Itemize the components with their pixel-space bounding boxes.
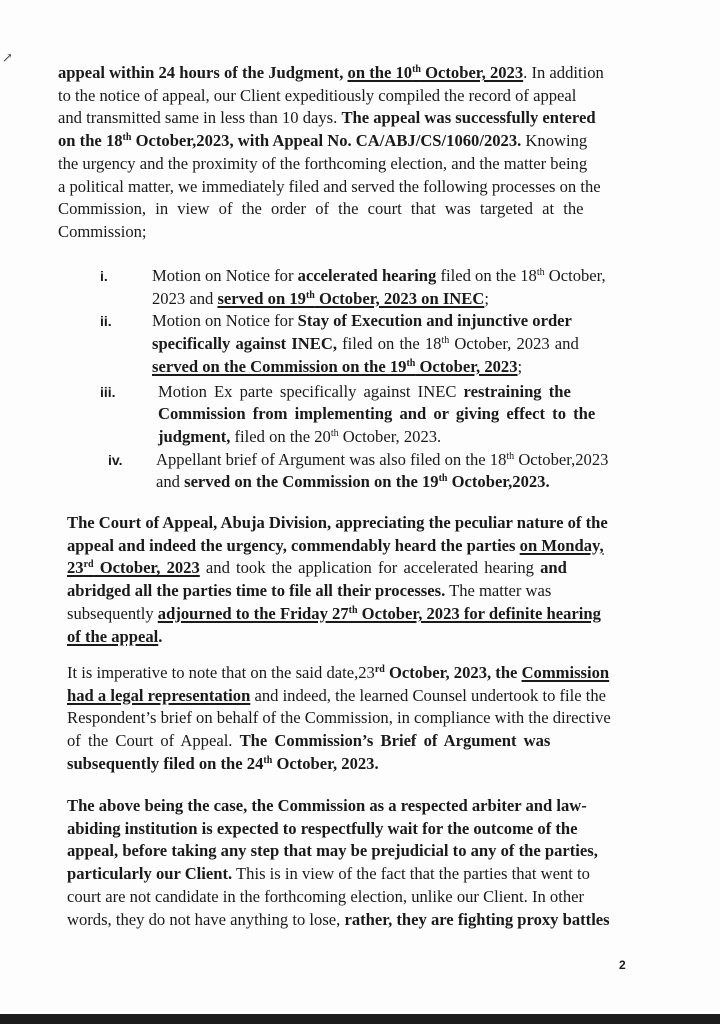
text-line: Commission, in view of the order of the court that was targeted at the — [58, 199, 584, 219]
text-line: the urgency and the proximity of the forthcoming election, and the matter being — [58, 153, 588, 173]
list-item: ii. Motion on Notice for Stay of Execution and injunctive order specifically against INEC, filed on the 18th October, 2023 and served on the Commission on the 19th October, 2023; — [100, 311, 579, 376]
paragraph-intro — [58, 62, 628, 244]
paragraph-court-hearing: The Court of Appeal, Abuja Division, appreciating the peculiar nature of the appeal and indeed the urgency, commendably heard the parties on Monday, 23rd October, 2023 and took the application for accelerated hearing and abridged all the parties time to file all their processes. The matter was subsequently adjourned to the Friday 27th October, 2023 for definite hearing of the appeal. — [67, 513, 608, 646]
paragraph-commission-duty: The above being the case, the Commission as a respected arbiter and law- abiding institution is expected to respectfully wait for the outcome of the appeal, before taking any step that may be prejudicial to any of the parties, particularly our Client. This is in view of the fact that the parties that went to court are not candidate in the forthcoming election, unlike our Client. In other words, they do not have anything to lose, rather, they are fighting proxy battles — [67, 796, 610, 929]
list-item: i. Motion on Notice for accelerated hearing filed on the 18th October, 2023 and served on 19th October, 2023 on INEC; — [100, 266, 606, 308]
text-line: and transmitted same in less than 10 days. The appeal was successfully entered — [58, 108, 596, 128]
process-list — [100, 265, 630, 494]
text-line: appeal within 24 hours of the Judgment, on the 10th October, 2023. In addition — [58, 63, 604, 82]
list-item: iv. Appellant brief of Argument was also filed on the 18th October,2023 and served on the Commission on the 19th October,2023. — [108, 449, 609, 492]
pen-mark-icon: ↗ — [2, 50, 13, 65]
text-line: on the 18th October,2023, with Appeal No. CA/ABJ/CS/1060/2023. Knowing — [58, 131, 588, 151]
list-number: i. — [100, 268, 108, 284]
bottom-edge — [0, 1014, 720, 1024]
list-number: ii. — [100, 313, 112, 330]
text-line: a political matter, we immediately filed and served the following processes on the — [58, 176, 601, 196]
text-line: to the notice of appeal, our Client expeditiously compiled the record of appeal — [58, 85, 577, 105]
page-number: 2 — [619, 958, 626, 972]
text-line: Commission; — [58, 221, 147, 241]
list-number: iv. — [108, 451, 123, 468]
list-number: iii. — [100, 383, 116, 400]
paragraph-legal-representation: It is imperative to note that on the said date,23rd October, 2023, the Commission had a legal representation and indeed, the learned Counsel undertook to file the Respondent’s brief on behalf of the Commission, in compliance with the directive of the Court of Appeal. The Commission’s Brief of Argument was subsequently filed on the 24th October, 2023. — [67, 663, 611, 773]
list-item: iii. Motion Ex parte specifically against INEC restraining the Commission from implementing and or giving effect to the judgment, filed on the 20th October, 2023. — [100, 381, 596, 446]
